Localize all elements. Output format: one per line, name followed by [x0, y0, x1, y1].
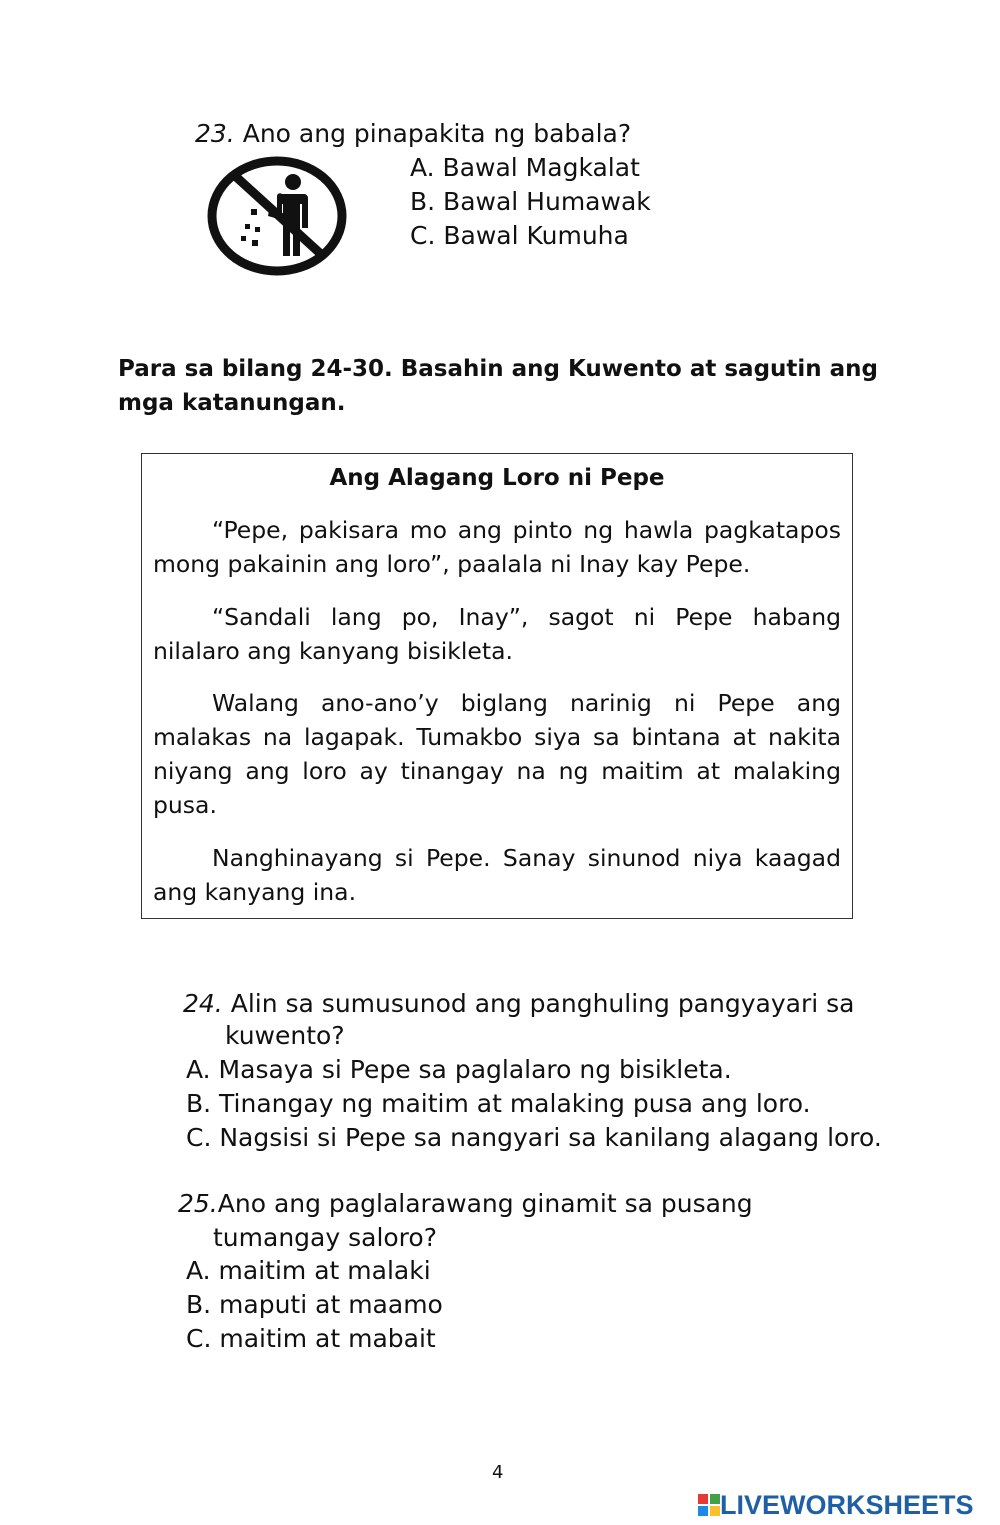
liveworksheets-logo-icon	[698, 1494, 720, 1516]
q23-number: 23.	[195, 119, 235, 148]
q24-question	[183, 987, 854, 1021]
q24-text-line1: Alin sa sumusunod ang panghuling pangyayari sa	[230, 989, 855, 1018]
liveworksheets-logo	[698, 1490, 974, 1520]
q23-text: Ano ang pinapakita ng babala?	[242, 119, 632, 148]
story-paragraph-3: Walang ano-ano’y biglang narinig ni Pepe ang malakas na lagapak. Tumakbo siya sa bintana at nakita niyang ang loro ay tinangay na ng maitim at malaking pusa.	[153, 689, 841, 819]
q24-option-c[interactable]: C. Nagsisi si Pepe sa nangyari sa kanilang alagang loro.	[186, 1123, 882, 1152]
no-littering-icon	[205, 154, 349, 278]
q24-option-b[interactable]: B. Tinangay ng maitim at malaking pusa ang loro.	[186, 1089, 811, 1118]
liveworksheets-text: LIVEWORKSHEETS	[720, 1489, 974, 1520]
q25-question	[178, 1187, 753, 1221]
q25-option-c[interactable]: C. maitim at mabait	[186, 1324, 436, 1353]
q23-option-c[interactable]: C. Bawal Kumuha	[410, 221, 629, 250]
story-paragraph-2: “Sandali lang po, Inay”, sagot ni Pepe habang nilalaro ang kanyang bisikleta.	[153, 603, 841, 665]
page-number: 4	[492, 1462, 504, 1483]
q24-option-a[interactable]: A. Masaya si Pepe sa paglalaro ng bisikleta.	[186, 1055, 732, 1084]
q23-option-a[interactable]: A. Bawal Magkalat	[410, 153, 640, 182]
q25-number: 25.	[178, 1189, 218, 1218]
q25-option-a[interactable]: A. maitim at malaki	[186, 1256, 431, 1285]
q25-text-line2: tumangay saloro?	[213, 1223, 437, 1252]
story-paragraph-1: “Pepe, pakisara mo ang pinto ng hawla pagkatapos mong pakainin ang loro”, paalala ni Inay kay Pepe.	[153, 516, 841, 578]
q23-option-b[interactable]: B. Bawal Humawak	[410, 187, 651, 216]
q23-question	[195, 117, 631, 151]
instructions: Para sa bilang 24-30. Basahin ang Kuwento at sagutin ang mga katanungan.	[118, 356, 879, 416]
q24-number: 24.	[183, 989, 223, 1018]
q25-text-line1: Ano ang paglalarawang ginamit sa pusang	[217, 1189, 753, 1218]
story-box	[141, 453, 853, 919]
q25-option-b[interactable]: B. maputi at maamo	[186, 1290, 443, 1319]
story-title: Ang Alagang Loro ni Pepe	[329, 465, 665, 491]
story-paragraph-4: Nanghinayang si Pepe. Sanay sinunod niya kaagad ang kanyang ina.	[153, 844, 841, 906]
q24-text-line2: kuwento?	[225, 1021, 345, 1050]
